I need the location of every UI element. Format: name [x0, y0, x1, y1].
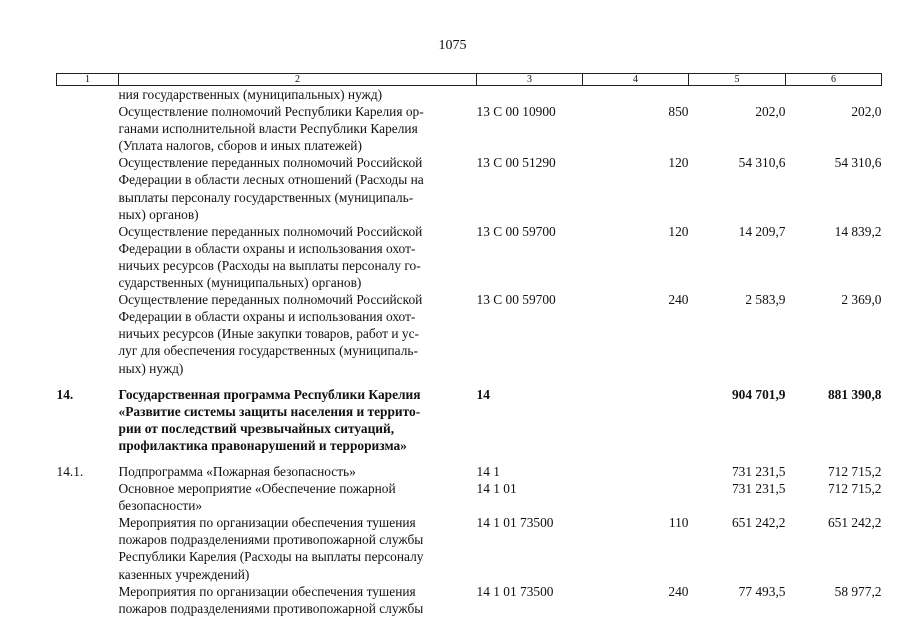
- table-row: [57, 480, 882, 514]
- row-number: [57, 480, 119, 514]
- description-line: безопасности»: [118, 498, 203, 514]
- row-number: [57, 86, 119, 104]
- expense-type-code: [583, 480, 689, 514]
- description-line: Республики Карелия (Расходы на выплаты персоналу: [118, 549, 424, 565]
- row-number: [57, 291, 119, 376]
- amount-year-1: 2 583,9: [745, 292, 786, 308]
- row-description: [119, 223, 477, 291]
- amount-year-1: 77 493,5: [738, 583, 786, 599]
- amount-year-1: 904 701,9: [731, 386, 786, 402]
- column-header: 6: [786, 74, 882, 86]
- target-article-code: 14 1: [476, 463, 500, 479]
- amount-year-1: 14 209,7: [738, 223, 786, 239]
- target-article-code: 13 С 00 59700: [476, 223, 556, 239]
- amount-year-1: [689, 86, 786, 104]
- description-line: Осуществление переданных полномочий Российской: [118, 223, 423, 239]
- expense-type-code: 120: [668, 223, 689, 239]
- budget-table: [56, 73, 882, 617]
- amount-year-2: 58 977,2: [834, 583, 882, 599]
- row-description: [119, 377, 477, 454]
- target-article-code: 14: [476, 386, 490, 402]
- target-article-code: 14 1 01 73500: [476, 583, 554, 599]
- description-line: выплаты персоналу государственных (муниципаль-: [118, 189, 414, 205]
- expense-type-code: [583, 377, 689, 454]
- amount-year-2: 651 242,2: [827, 515, 882, 531]
- row-description: [119, 291, 477, 376]
- amount-year-2: 881 390,8: [827, 386, 882, 402]
- amount-year-1: 202,0: [755, 104, 786, 120]
- description-line: сударственных (муниципальных) органов): [118, 275, 362, 291]
- column-header: 2: [119, 74, 477, 86]
- amount-year-2: 2 369,0: [841, 292, 882, 308]
- description-line: луг для обеспечения государственных (муниципаль-: [118, 343, 418, 359]
- target-article-code: [477, 86, 583, 104]
- table-row: [57, 583, 882, 617]
- table-row: [57, 86, 882, 104]
- description-line: (Уплата налогов, сборов и иных платежей): [118, 138, 362, 154]
- amount-year-1: 731 231,5: [731, 481, 786, 497]
- table-row: [57, 291, 882, 376]
- table-row: [57, 454, 882, 480]
- amount-year-2: [786, 86, 882, 104]
- target-article-code: 13 С 00 59700: [476, 292, 556, 308]
- expense-type-code: 240: [668, 292, 689, 308]
- amount-year-2: 712 715,2: [827, 481, 882, 497]
- column-header: 5: [689, 74, 786, 86]
- description-line: Осуществление переданных полномочий Российской: [118, 292, 423, 308]
- page-number: 1075: [438, 38, 467, 53]
- amount-year-1: 731 231,5: [731, 463, 786, 479]
- row-number: [57, 583, 119, 617]
- expense-type-code: 240: [668, 583, 689, 599]
- row-description: [119, 583, 477, 617]
- row-number: [57, 223, 119, 291]
- target-article-code: 14 1 01 73500: [476, 515, 554, 531]
- description-line: «Развитие системы защиты населения и террито-: [118, 403, 421, 419]
- description-line: рии от последствий чрезвычайных ситуаций,: [118, 420, 395, 436]
- row-number: [57, 103, 119, 154]
- description-line: ния государственных (муниципальных) нужд): [118, 87, 383, 102]
- amount-year-2: 14 839,2: [834, 223, 882, 239]
- row-description: [119, 86, 477, 104]
- description-line: Федерации в области охраны и использования охот-: [118, 240, 416, 256]
- amount-year-2: 712 715,2: [827, 463, 882, 479]
- description-line: казенных учреждений): [118, 566, 250, 582]
- amount-year-2: 54 310,6: [834, 155, 882, 171]
- table-row: [57, 103, 882, 154]
- description-line: ничьих ресурсов (Иные закупки товаров, работ и ус-: [118, 326, 419, 342]
- row-description: [119, 103, 477, 154]
- description-line: Осуществление полномочий Республики Карелия ор-: [118, 104, 424, 120]
- column-header: 1: [57, 74, 119, 86]
- amount-year-1: 54 310,6: [738, 155, 786, 171]
- target-article-code: 14 1 01: [476, 481, 517, 497]
- description-line: Мероприятия по организации обеспечения тушения: [118, 583, 416, 599]
- column-header: 3: [477, 74, 583, 86]
- row-description: [119, 514, 477, 582]
- description-line: Государственная программа Республики Карелия: [118, 386, 421, 402]
- description-line: ничьих ресурсов (Расходы на выплаты персоналу го-: [118, 257, 421, 273]
- expense-type-code: 110: [668, 515, 689, 531]
- row-number: 14.1.: [56, 463, 84, 479]
- table-row: [57, 514, 882, 582]
- row-description: [119, 480, 477, 514]
- description-line: Федерации в области лесных отношений (Расходы на: [118, 172, 424, 188]
- target-article-code: 13 С 00 10900: [476, 104, 556, 120]
- table-body: [57, 86, 882, 617]
- description-line: Мероприятия по организации обеспечения тушения: [118, 515, 416, 531]
- expense-type-code: 850: [668, 104, 689, 120]
- description-line: пожаров подразделениями противопожарной службы: [118, 532, 424, 548]
- description-line: ганами исполнительной власти Республики Карелия: [118, 121, 418, 137]
- target-article-code: 13 С 00 51290: [476, 155, 556, 171]
- row-number: [57, 154, 119, 222]
- expense-type-code: [583, 454, 689, 480]
- amount-year-2: 202,0: [851, 104, 882, 120]
- amount-year-1: 651 242,2: [731, 515, 786, 531]
- description-line: пожаров подразделениями противопожарной службы: [118, 600, 424, 616]
- description-line: ных) органов): [118, 206, 199, 222]
- table-row: [57, 223, 882, 291]
- description-line: Осуществление переданных полномочий Российской: [118, 155, 423, 171]
- description-line: профилактика правонарушений и терроризма»: [118, 437, 407, 453]
- row-number: [57, 514, 119, 582]
- description-line: Федерации в области охраны и использования охот-: [118, 309, 416, 325]
- expense-type-code: 120: [668, 155, 689, 171]
- description-line: ных) нужд): [118, 360, 184, 376]
- column-number-row: [57, 74, 882, 86]
- table-row: [57, 377, 882, 454]
- description-line: Основное мероприятие «Обеспечение пожарной: [118, 481, 396, 497]
- row-number: 14.: [56, 386, 74, 402]
- table-row: [57, 154, 882, 222]
- column-header: 4: [583, 74, 689, 86]
- row-description: [119, 454, 477, 480]
- expense-type-code: [583, 86, 689, 104]
- description-line: Подпрограмма «Пожарная безопасность»: [118, 463, 356, 479]
- row-description: [119, 154, 477, 222]
